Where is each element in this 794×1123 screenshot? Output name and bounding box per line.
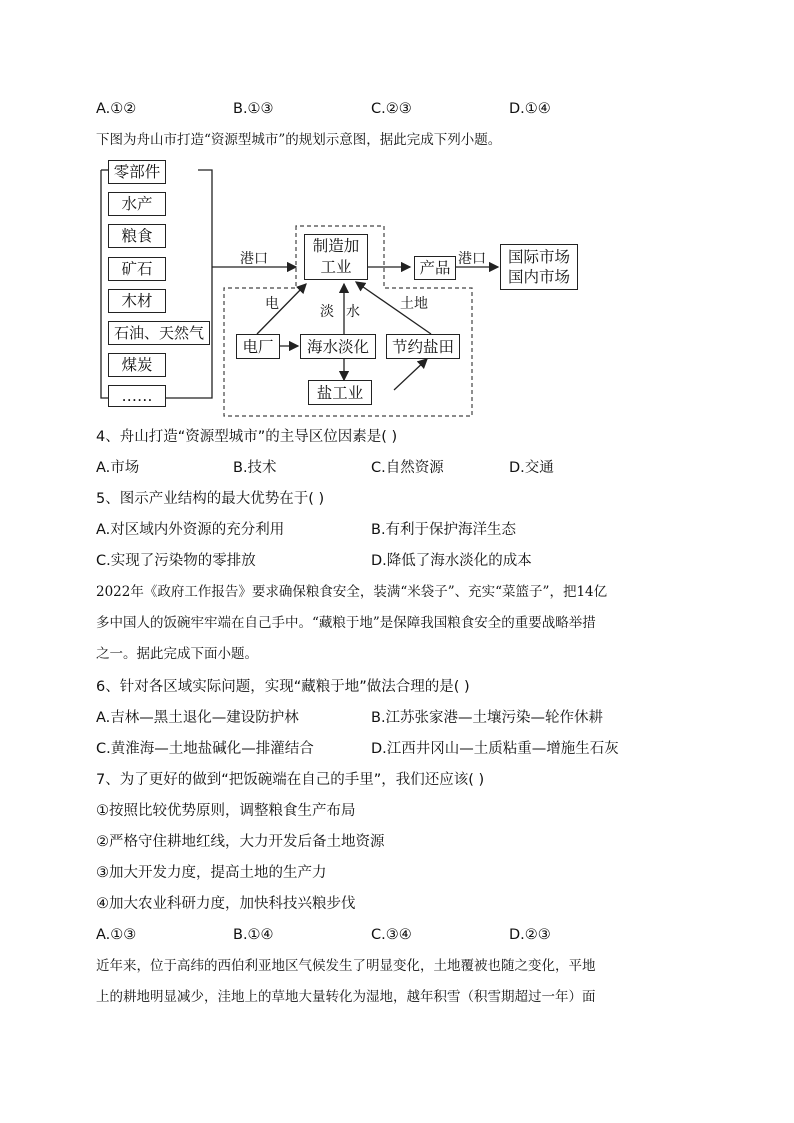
q5-option-b: B.有利于保护海洋生态 bbox=[371, 522, 517, 538]
q4-option-b: B.技术 bbox=[233, 460, 277, 476]
q6-option-d: D.江西井冈山—土质粘重—增施生石灰 bbox=[371, 741, 619, 757]
resource-coal-box: 煤炭 bbox=[108, 353, 166, 377]
resource-more-box: …… bbox=[108, 385, 166, 407]
resource-grain-box: 粮食 bbox=[108, 224, 166, 248]
resource-aquatic-box: 水产 bbox=[108, 192, 166, 216]
q7-item-3: ③加大开发力度，提高土地的生产力 bbox=[96, 865, 327, 881]
resource-parts-box: 零部件 bbox=[108, 160, 166, 184]
product-box: 产品 bbox=[414, 256, 456, 280]
q4-option-a: A.市场 bbox=[96, 460, 140, 476]
resource-timber-box: 木材 bbox=[108, 289, 166, 313]
label-fresh: 淡 bbox=[320, 304, 334, 320]
q7-item-2: ②严格守住耕地红线，大力开发后备土地资源 bbox=[96, 834, 385, 850]
intro-paragraph-2-line-2: 多中国人的饭碗牢牢端在自己手中。“藏粮于地”是保障我国粮食安全的重要战略举措 bbox=[96, 615, 596, 631]
q7-stem: 7、为了更好的做到“把饭碗端在自己的手里”，我们还应该( ) bbox=[96, 772, 485, 788]
label-land: 土地 bbox=[400, 296, 428, 312]
q7-option-c: C.③④ bbox=[371, 927, 412, 943]
q4-stem: 4、舟山打造“资源型城市”的主导区位因素是( ) bbox=[96, 429, 398, 445]
q6-option-c: C.黄淮海—土地盐碱化—排灌结合 bbox=[96, 741, 314, 757]
q3-option-a: A.①② bbox=[96, 101, 137, 117]
intro-paragraph-3-line-2: 上的耕地明显减少，洼地上的草地大量转化为湿地，越年积雪（积雪期超过一年）面 bbox=[96, 989, 596, 1005]
q6-option-b: B.江苏张家港—土壤污染—轮作休耕 bbox=[371, 710, 604, 726]
q3-option-d: D.①④ bbox=[509, 101, 551, 117]
q6-stem: 6、针对各区域实际问题，实现“藏粮于地”做法合理的是( ) bbox=[96, 679, 470, 695]
intro-paragraph-1: 下图为舟山市打造“资源型城市”的规划示意图，据此完成下列小题。 bbox=[96, 132, 502, 148]
power-plant-box: 电厂 bbox=[236, 334, 280, 359]
salt-saving-box: 节约盐田 bbox=[386, 334, 460, 359]
q5-stem: 5、图示产业结构的最大优势在于( ) bbox=[96, 491, 325, 507]
salt-industry-box: 盐工业 bbox=[308, 380, 372, 405]
q7-option-a: A.①③ bbox=[96, 927, 137, 943]
q5-option-a: A.对区域内外资源的充分利用 bbox=[96, 522, 285, 538]
markets-box bbox=[500, 244, 578, 290]
q7-item-1: ①按照比较优势原则，调整粮食生产布局 bbox=[96, 803, 356, 819]
desalination-box: 海水淡化 bbox=[300, 334, 376, 359]
resource-ore-box: 矿石 bbox=[108, 257, 166, 281]
q7-option-b: B.①④ bbox=[233, 927, 274, 943]
q5-option-d: D.降低了海水淡化的成本 bbox=[371, 553, 532, 569]
q5-option-c: C.实现了污染物的零排放 bbox=[96, 553, 256, 569]
label-electricity: 电 bbox=[265, 296, 279, 312]
resource-oil-gas-box: 石油、天然气 bbox=[108, 321, 210, 345]
resource-city-diagram bbox=[94, 158, 594, 420]
q6-option-a: A.吉林—黑土退化—建设防护林 bbox=[96, 710, 299, 726]
q7-item-4: ④加大农业科研力度，加快科技兴粮步伐 bbox=[96, 896, 356, 912]
manufacturing-box: 制造加工业 bbox=[304, 234, 368, 280]
q4-option-c: C.自然资源 bbox=[371, 460, 444, 476]
domestic-market: 国内市场 bbox=[507, 268, 570, 286]
international-market: 国际市场 bbox=[507, 248, 570, 266]
q4-option-d: D.交通 bbox=[509, 460, 554, 476]
q3-option-c: C.②③ bbox=[371, 101, 412, 117]
port-label-1: 港口 bbox=[240, 251, 268, 267]
label-water: 水 bbox=[346, 304, 360, 320]
intro-paragraph-2-line-3: 之一。据此完成下面小题。 bbox=[96, 646, 258, 662]
q7-option-d: D.②③ bbox=[509, 927, 551, 943]
port-label-2: 港口 bbox=[458, 251, 486, 267]
intro-paragraph-3-line-1: 近年来，位于高纬的西伯利亚地区气候发生了明显变化，土地覆被也随之变化，平地 bbox=[96, 958, 596, 974]
intro-paragraph-2-line-1: 2022年《政府工作报告》要求确保粮食安全，装满“米袋子”、充实“菜篮子”，把14亿 bbox=[96, 584, 608, 600]
q3-option-b: B.①③ bbox=[233, 101, 274, 117]
